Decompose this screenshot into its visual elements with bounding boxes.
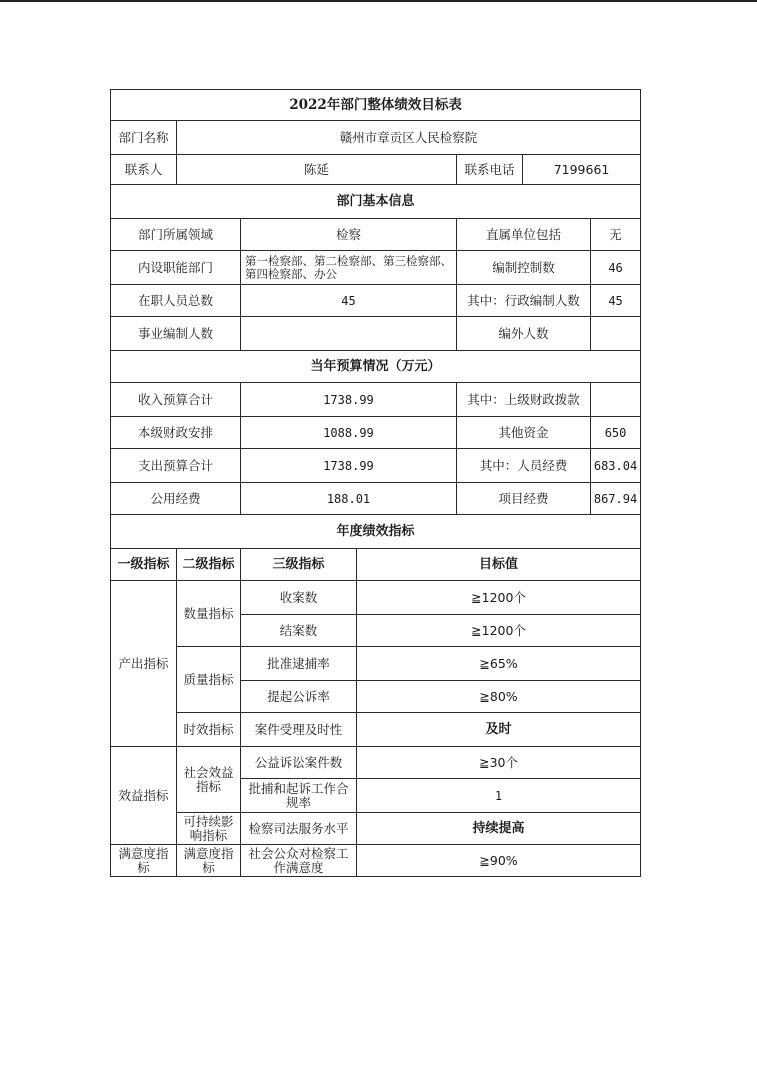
indicator-cases-closed: 结案数: [241, 615, 357, 647]
benefit-indicator: 效益指标: [111, 747, 177, 845]
quality-indicator: 质量指标: [177, 647, 241, 713]
sustainability-indicator: 可持续影响指标: [177, 813, 241, 845]
internal-dept-label: 内设职能部门: [111, 251, 241, 285]
scan-top-edge: [0, 0, 757, 2]
social-benefit-indicator: 社会效益指标: [177, 747, 241, 813]
header-level3: 三级指标: [241, 549, 357, 581]
admin-staff-label: 其中：行政编制人数: [457, 285, 591, 317]
public-cost-label: 公用经费: [111, 483, 241, 515]
section-performance: 年度绩效指标: [111, 515, 641, 549]
career-staff-label: 事业编制人数: [111, 317, 241, 351]
dept-name-label: 部门名称: [111, 121, 177, 155]
indicator-cases-received: 收案数: [241, 581, 357, 615]
public-cost-value: 188.01: [241, 483, 457, 515]
output-indicator: 产出指标: [111, 581, 177, 747]
header-target: 目标值: [357, 549, 641, 581]
local-funding-label: 本级财政安排: [111, 417, 241, 449]
target-compliance-rate: 1: [357, 779, 641, 813]
staff-label: 在职人员总数: [111, 285, 241, 317]
expense-total-value: 1738.99: [241, 449, 457, 483]
outside-staff-value: [591, 317, 641, 351]
staff-value: 45: [241, 285, 457, 317]
target-public-interest-cases: ≧30个: [357, 747, 641, 779]
upper-funding-value: [591, 383, 641, 417]
header-level2: 二级指标: [177, 549, 241, 581]
admin-staff-value: 45: [591, 285, 641, 317]
contact-label: 联系人: [111, 155, 177, 185]
project-cost-value: 867.94: [591, 483, 641, 515]
income-total-label: 收入预算合计: [111, 383, 241, 417]
section-budget: 当年预算情况（万元）: [111, 351, 641, 383]
personnel-cost-value: 683.04: [591, 449, 641, 483]
income-total-value: 1738.99: [241, 383, 457, 417]
performance-target-sheet: [110, 89, 640, 877]
phone-value: 7199661: [523, 155, 641, 185]
target-cases-closed: ≧1200个: [357, 615, 641, 647]
target-case-timeliness: 及时: [357, 713, 641, 747]
contact-value: 陈延: [177, 155, 457, 185]
timeliness-indicator: 时效指标: [177, 713, 241, 747]
table-title: 2022年部门整体绩效目标表: [111, 90, 641, 121]
target-cases-received: ≧1200个: [357, 581, 641, 615]
personnel-cost-label: 其中：人员经费: [457, 449, 591, 483]
subunits-value: 无: [591, 219, 641, 251]
upper-funding-label: 其中：上级财政拨款: [457, 383, 591, 417]
expense-total-label: 支出预算合计: [111, 449, 241, 483]
subunits-label: 直属单位包括: [457, 219, 591, 251]
project-cost-label: 项目经费: [457, 483, 591, 515]
dept-name-value: 赣州市章贡区人民检察院: [177, 121, 641, 155]
performance-target-table: [110, 89, 641, 877]
target-prosecution-rate: ≧80%: [357, 681, 641, 713]
domain-label: 部门所属领域: [111, 219, 241, 251]
section-basic-info: 部门基本信息: [111, 185, 641, 219]
other-funds-label: 其他资金: [457, 417, 591, 449]
quota-value: 46: [591, 251, 641, 285]
target-arrest-rate: ≧65%: [357, 647, 641, 681]
indicator-compliance-rate: 批捕和起诉工作合规率: [241, 779, 357, 813]
quota-label: 编制控制数: [457, 251, 591, 285]
satisfaction-level2: 满意度指标: [177, 845, 241, 877]
indicator-service-level: 检察司法服务水平: [241, 813, 357, 845]
indicator-case-timeliness: 案件受理及时性: [241, 713, 357, 747]
target-service-level: 持续提高: [357, 813, 641, 845]
indicator-public-satisfaction: 社会公众对检察工作满意度: [241, 845, 357, 877]
career-staff-value: [241, 317, 457, 351]
phone-label: 联系电话: [457, 155, 523, 185]
indicator-prosecution-rate: 提起公诉率: [241, 681, 357, 713]
satisfaction-level1: 满意度指标: [111, 845, 177, 877]
header-level1: 一级指标: [111, 549, 177, 581]
outside-staff-label: 编外人数: [457, 317, 591, 351]
internal-dept-value: 第一检察部、第二检察部、第三检察部、第四检察部、办公: [241, 251, 457, 285]
other-funds-value: 650: [591, 417, 641, 449]
indicator-arrest-rate: 批准逮捕率: [241, 647, 357, 681]
target-public-satisfaction: ≧90%: [357, 845, 641, 877]
quantity-indicator: 数量指标: [177, 581, 241, 647]
domain-value: 检察: [241, 219, 457, 251]
local-funding-value: 1088.99: [241, 417, 457, 449]
indicator-public-interest-cases: 公益诉讼案件数: [241, 747, 357, 779]
